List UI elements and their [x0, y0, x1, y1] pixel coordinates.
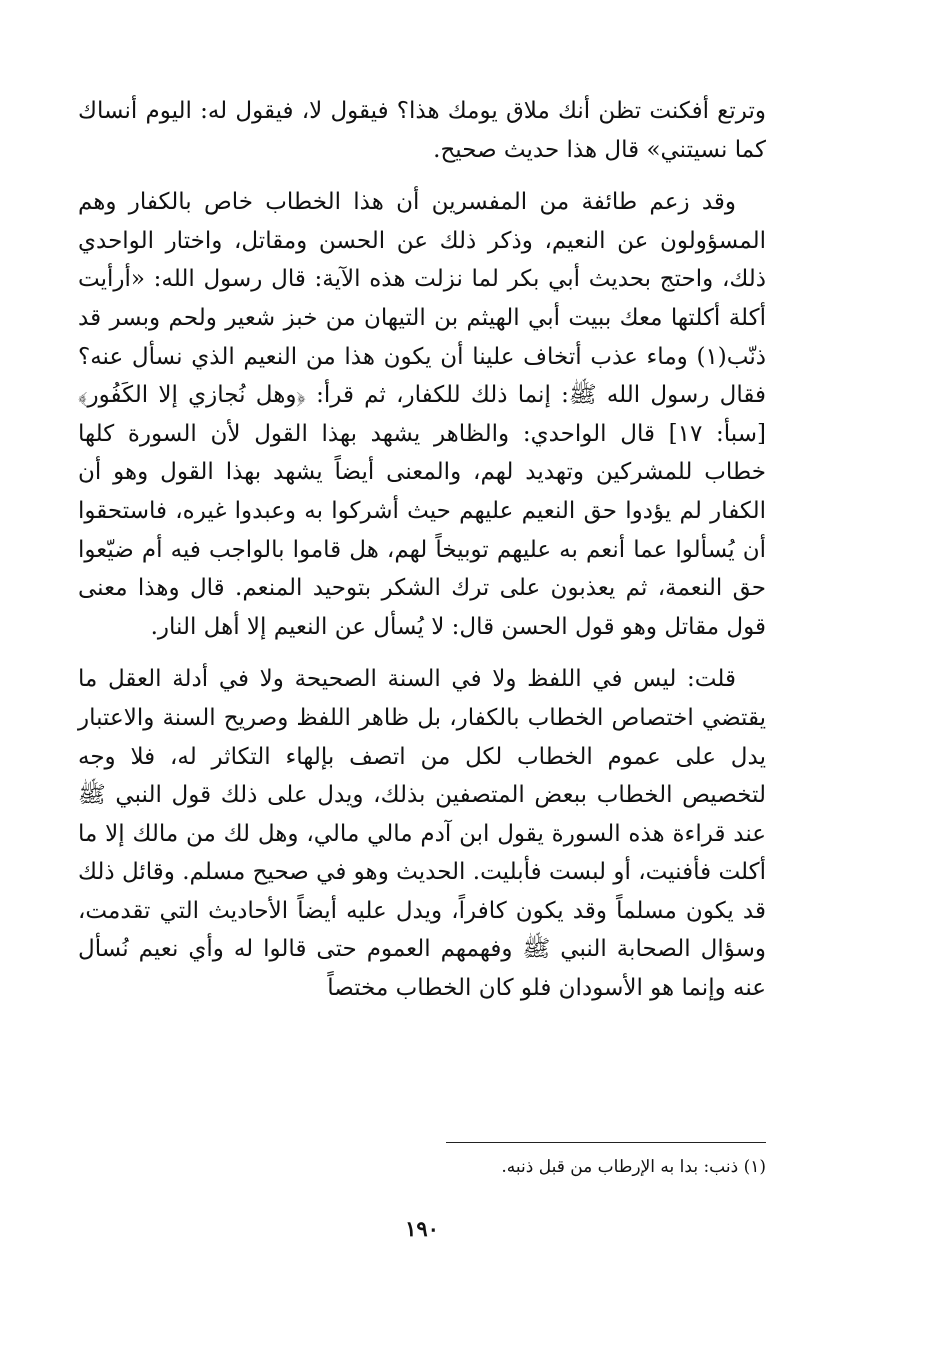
- page-number: ١٩٠: [405, 1216, 439, 1241]
- footnote-divider: [446, 1142, 766, 1143]
- footnote: (١) ذنب: بدا به الإرطاب من قبل ذنبه.: [501, 1157, 766, 1177]
- paragraph-2: وقد زعم طائفة من المفسرين أن هذا الخطاب خاص بالكفار وهم المسؤولون عن النعيم، وذكر ذلك عن الحسن ومقاتل، واختار الواحدي ذلك، واحتج بحديث أبي بكر لما نزلت هذه الآية: قال رسول الله: «أرأيت أكلة أكلتها معك ببيت أبي الهيثم بن التيهان من خبز شعير ولحم وبسر قد ذنّب(١) وماء عذب أتخاف علينا أن يكون هذا من النعيم الذي نسأل عنه؟ فقال رسول الله ﷺ: إنما ذلك للكفار، ثم قرأ: ﴿وهل نُجازي إلا الكَفُور﴾ [سبأ: ١٧] قال الواحدي: والظاهر يشهد بهذا القول لأن السورة كلها خطاب للمشركين وتهديد لهم، والمعنى أيضاً يشهد بهذا القول وهو أن الكفار لم يؤدوا حق النعيم عليهم حيث أشركوا به وعبدوا غيره، فاستحقوا أن يُسألوا عما أنعم به عليهم توبيخاً لهم، هل قاموا بالواجب فيه أم ضيّعوا حق النعمة، ثم يعذبون على ترك الشكر بتوحيد المنعم. قال وهذا معنى قول مقاتل وهو قول الحسن قال: لا يُسأل عن النعيم إلا أهل النار.: [78, 189, 766, 640]
- page-content: [78, 92, 766, 1241]
- paragraph-3: قلت: ليس في اللفظ ولا في السنة الصحيحة ولا في أدلة العقل ما يقتضي اختصاص الخطاب بالكفار، بل ظاهر اللفظ وصريح السنة والاعتبار يدل على عموم الخطاب لكل من اتصف بإلهاء التكاثر له، فلا وجه لتخصيص الخطاب ببعض المتصفين بذلك، ويدل على ذلك قول النبي ﷺ عند قراءة هذه السورة يقول ابن آدم مالي مالي، وهل لك من مالك إلا ما أكلت فأفنيت، أو لبست فأبليت. الحديث وهو في صحيح مسلم. وقائل ذلك قد يكون مسلماً وقد يكون كافراً، ويدل عليه أيضاً الأحاديث التي تقدمت، وسؤال الصحابة النبي ﷺ وفهمهم العموم حتى قالوا له وأي نعيم نُسأل عنه وإنما هو الأسودان فلو كان الخطاب مختصاً: [78, 666, 766, 1002]
- paragraph-1: وترتع أفكنت تظن أنك ملاق يومك هذا؟ فيقول لا، فيقول له: اليوم أنساك كما نسيتني» قال هذا حديث صحيح.: [78, 98, 766, 163]
- main-text: [78, 92, 766, 1008]
